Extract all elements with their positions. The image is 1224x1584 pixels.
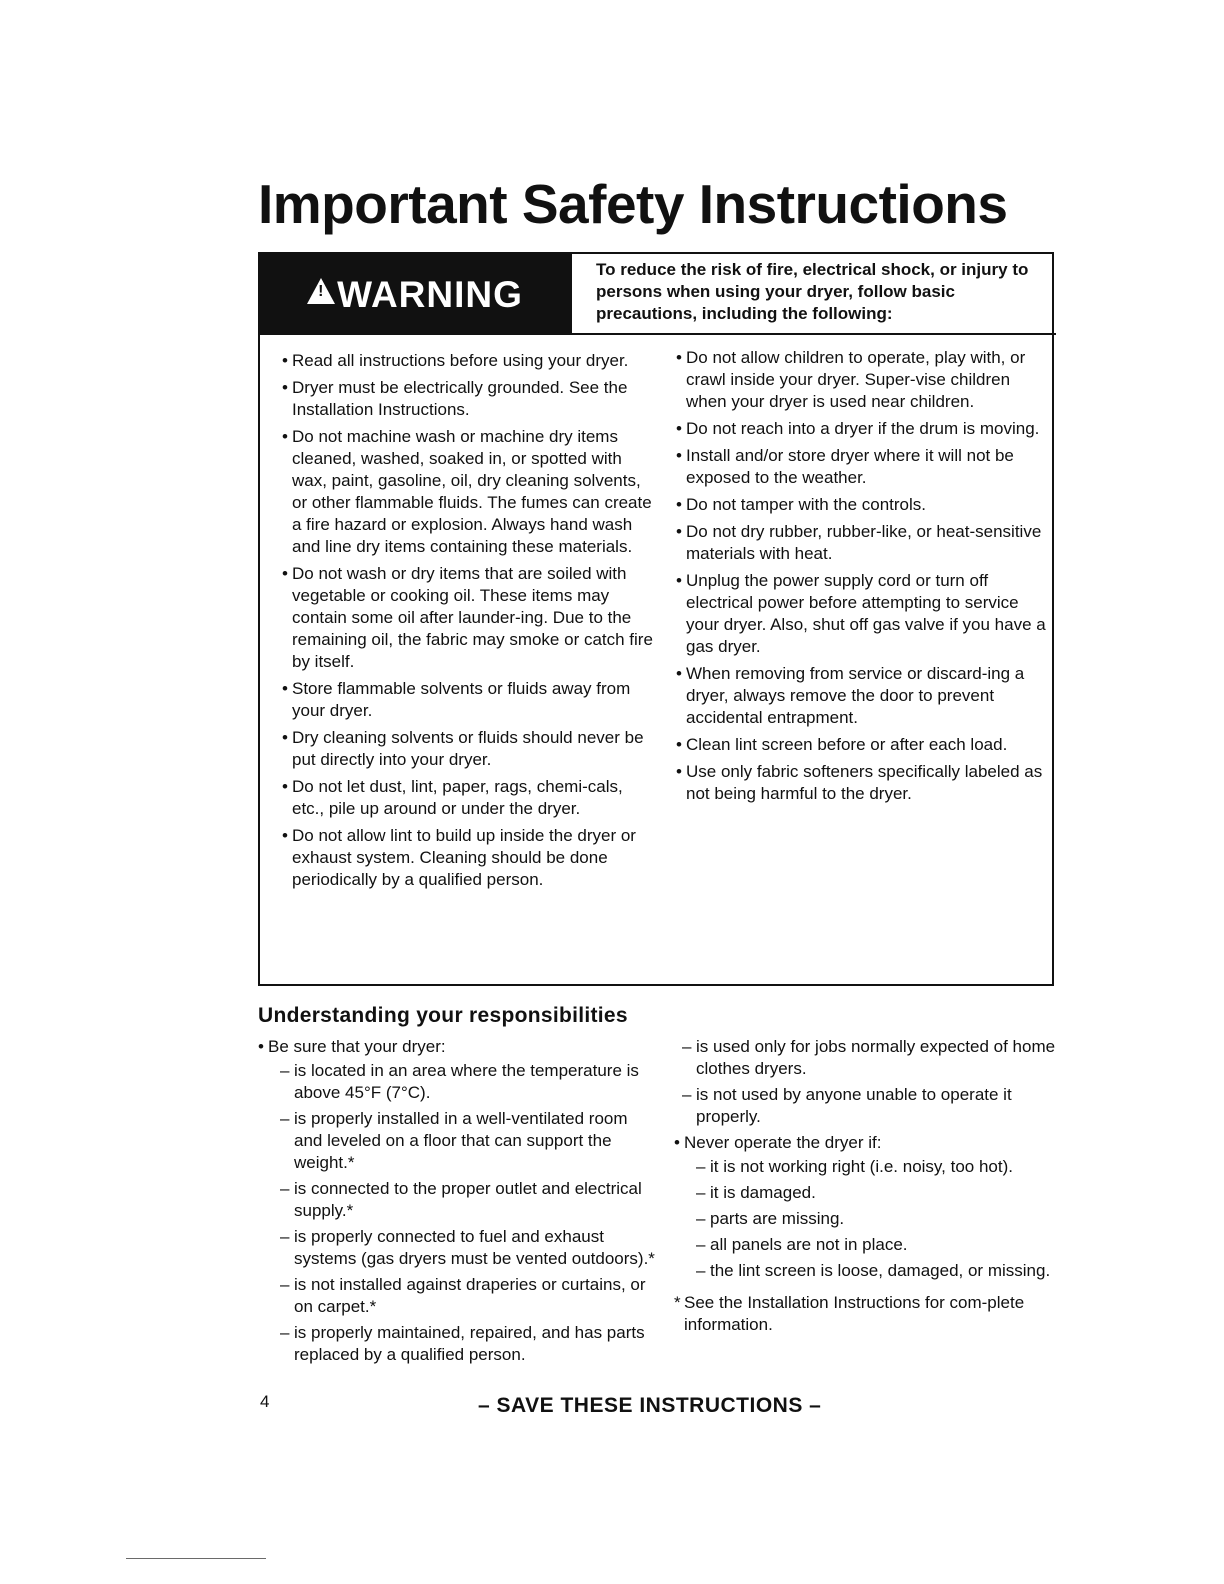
never-intro: Never operate the dryer if: — [684, 1133, 882, 1152]
list-item: – is not used by anyone unable to operate it properly. — [682, 1084, 1064, 1128]
list-item: • Store flammable solvents or fluids away from your dryer. — [282, 678, 654, 722]
warning-list-left — [282, 350, 654, 896]
list-item: • Clean lint screen before or after each load. — [676, 734, 1048, 756]
list-item: • Do not wash or dry items that are soiled with vegetable or cooking oil. These items may contain some oil after launder-ing. Due to the remaining oil, the fabric may smoke or catch fire by itself. — [282, 563, 654, 673]
responsibilities-heading: Understanding your responsibilities — [258, 1004, 628, 1027]
warning-triangle-icon — [307, 278, 335, 304]
list-item — [258, 1036, 658, 1366]
warning-list-right — [676, 347, 1048, 810]
warning-text: To reduce the risk of fire, electrical shock, or injury to persons when using your dryer, follow basic precautions, including the following: — [570, 254, 1056, 335]
list-item: – is used only for jobs normally expected of home clothes dryers. — [682, 1036, 1064, 1080]
list-item: – parts are missing. — [696, 1208, 1064, 1230]
responsibilities-right — [674, 1036, 1064, 1336]
list-item — [674, 1132, 1064, 1282]
list-item: • Do not machine wash or machine dry items cleaned, washed, soaked in, or spotted with wax, paint, gasoline, oil, dry cleaning solvents, or other flammable fluids. The fumes can create a fire hazard or explosion. Always hand wash and line dry items containing these materials. — [282, 426, 654, 558]
list-item: – is properly maintained, repaired, and has parts replaced by a qualified person. — [280, 1322, 658, 1366]
list-item: • Do not let dust, lint, paper, rags, chemi-cals, etc., pile up around or under the dryer. — [282, 776, 654, 820]
footnote: * See the Installation Instructions for com-plete information. — [674, 1292, 1064, 1336]
page-number: 4 — [260, 1392, 270, 1411]
warning-banner — [260, 254, 570, 335]
list-item: • Unplug the power supply cord or turn off electrical power before attempting to service your dryer. Also, shut off gas valve if you have a gas dryer. — [676, 570, 1048, 658]
list-item: • Do not tamper with the controls. — [676, 494, 1048, 516]
list-item: – it is damaged. — [696, 1182, 1064, 1204]
list-item: – is located in an area where the temperature is above 45°F (7°C). — [280, 1060, 658, 1104]
list-item: • When removing from service or discard-ing a dryer, always remove the door to prevent accidental entrapment. — [676, 663, 1048, 729]
list-item: – is properly connected to fuel and exhaust systems (gas dryers must be vented outdoors).* — [280, 1226, 658, 1270]
list-item: • Do not allow lint to build up inside the dryer or exhaust system. Cleaning should be done periodically by a qualified person. — [282, 825, 654, 891]
page-title: Important Safety Instructions — [258, 173, 1008, 235]
list-item: • Do not reach into a dryer if the drum is moving. — [676, 418, 1048, 440]
list-item: • Dryer must be electrically grounded. See the Installation Instructions. — [282, 377, 654, 421]
warning-box — [258, 252, 1054, 986]
list-item: • Read all instructions before using your dryer. — [282, 350, 654, 372]
list-item: • Do not dry rubber, rubber-like, or heat-sensitive materials with heat. — [676, 521, 1048, 565]
save-instructions-footer: – SAVE THESE INSTRUCTIONS – — [478, 1394, 822, 1417]
list-item: – is not installed against draperies or curtains, or on carpet.* — [280, 1274, 658, 1318]
list-item: • Dry cleaning solvents or fluids should never be put directly into your dryer. — [282, 727, 654, 771]
list-item: • Use only fabric softeners specifically labeled as not being harmful to the dryer. — [676, 761, 1048, 805]
list-item: – is properly installed in a well-ventilated room and leveled on a floor that can support the weight.* — [280, 1108, 658, 1174]
warning-label: WARNING — [337, 273, 523, 315]
be-sure-intro: Be sure that your dryer: — [268, 1037, 446, 1056]
list-item: – the lint screen is loose, damaged, or missing. — [696, 1260, 1064, 1282]
list-item: – is connected to the proper outlet and electrical supply.* — [280, 1178, 658, 1222]
list-item: • Install and/or store dryer where it will not be exposed to the weather. — [676, 445, 1048, 489]
list-item: – all panels are not in place. — [696, 1234, 1064, 1256]
list-item: – it is not working right (i.e. noisy, too hot). — [696, 1156, 1064, 1178]
responsibilities-left — [258, 1036, 658, 1371]
list-item: • Do not allow children to operate, play with, or crawl inside your dryer. Super-vise children when your dryer is used near children. — [676, 347, 1048, 413]
bottom-divider — [126, 1558, 266, 1559]
